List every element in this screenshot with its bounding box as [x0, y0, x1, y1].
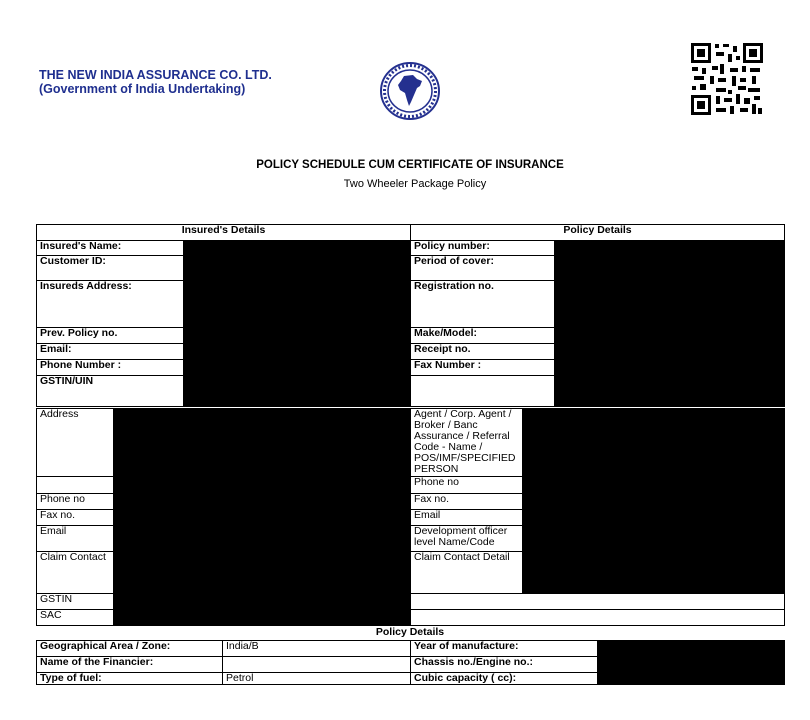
fuel-type-value: Petrol [223, 673, 411, 685]
period-of-cover-label: Period of cover: [411, 256, 555, 281]
company-name: THE NEW INDIA ASSURANCE CO. LTD. [39, 68, 272, 82]
policy-details-section-header: Policy Details [375, 626, 445, 638]
development-officer-label: Development officer level Name/Code [411, 526, 523, 552]
make-model-label: Make/Model: [411, 328, 555, 344]
vehicle-details-table [36, 640, 785, 685]
geo-area-label: Geographical Area / Zone: [37, 641, 223, 657]
gstin-uin-label: GSTIN/UIN [37, 376, 184, 407]
phone-no-label: Phone no [37, 494, 114, 510]
document-subtitle: Two Wheeler Package Policy [343, 178, 487, 190]
receipt-label: Receipt no. [411, 344, 555, 360]
claim-contact-detail-label: Claim Contact Detail [411, 552, 523, 594]
empty-left-cell [37, 477, 114, 494]
gstin-label: GSTIN [37, 594, 114, 610]
year-of-manufacture-label: Year of manufacture: [411, 641, 598, 657]
phone-number-label: Phone Number : [37, 360, 184, 376]
email-label: Email: [37, 344, 184, 360]
company-header [39, 68, 272, 96]
redacted-policy-block [555, 241, 785, 407]
redacted-sac-block [114, 610, 411, 626]
policy-details-header: Policy Details [411, 225, 785, 241]
prev-policy-label: Prev. Policy no. [37, 328, 184, 344]
financier-value [223, 657, 411, 673]
agent-email-label: Email [411, 510, 523, 526]
redacted-vehicle-block [598, 641, 785, 685]
address-label: Address [37, 409, 114, 477]
registration-label: Registration no. [411, 281, 555, 328]
fax-no-label: Fax no. [37, 510, 114, 526]
fax-number-label: Fax Number : [411, 360, 555, 376]
empty-right-cell [411, 594, 785, 610]
empty-policy-cell [411, 376, 555, 407]
chassis-engine-label: Chassis no./Engine no.: [411, 657, 598, 673]
financier-label: Name of the Financier: [37, 657, 223, 673]
redacted-agent-block [523, 409, 785, 594]
redacted-address-block [114, 409, 411, 610]
sac-label: SAC [37, 610, 114, 626]
cubic-capacity-label: Cubic capacity ( cc): [411, 673, 598, 685]
insured-policy-table [36, 224, 785, 407]
insured-name-label: Insured's Name: [37, 241, 184, 256]
customer-id-label: Customer ID: [37, 256, 184, 281]
agent-fax-label: Fax no. [411, 494, 523, 510]
empty-sac-right-cell [411, 610, 785, 626]
geo-area-value: India/B [223, 641, 411, 657]
redacted-insured-block [184, 241, 411, 407]
address-agent-table [36, 408, 785, 626]
fuel-type-label: Type of fuel: [37, 673, 223, 685]
agent-phone-label: Phone no [411, 477, 523, 494]
document-title: POLICY SCHEDULE CUM CERTIFICATE OF INSURANCE [256, 159, 564, 171]
policy-number-label: Policy number: [411, 241, 555, 256]
email-contact-label: Email [37, 526, 114, 552]
claim-contact-label: Claim Contact [37, 552, 114, 594]
company-subtitle: (Government of India Undertaking) [39, 82, 246, 96]
insured-address-label: Insureds Address: [37, 281, 184, 328]
agent-label: Agent / Corp. Agent / Broker / Banc Assurance / Referral Code - Name / POS/IMF/SPECIFIED PERSON [411, 409, 523, 477]
qr-code-icon [690, 42, 764, 116]
india-map-emblem-icon [380, 62, 440, 120]
insured-details-header: Insured's Details [37, 225, 411, 241]
